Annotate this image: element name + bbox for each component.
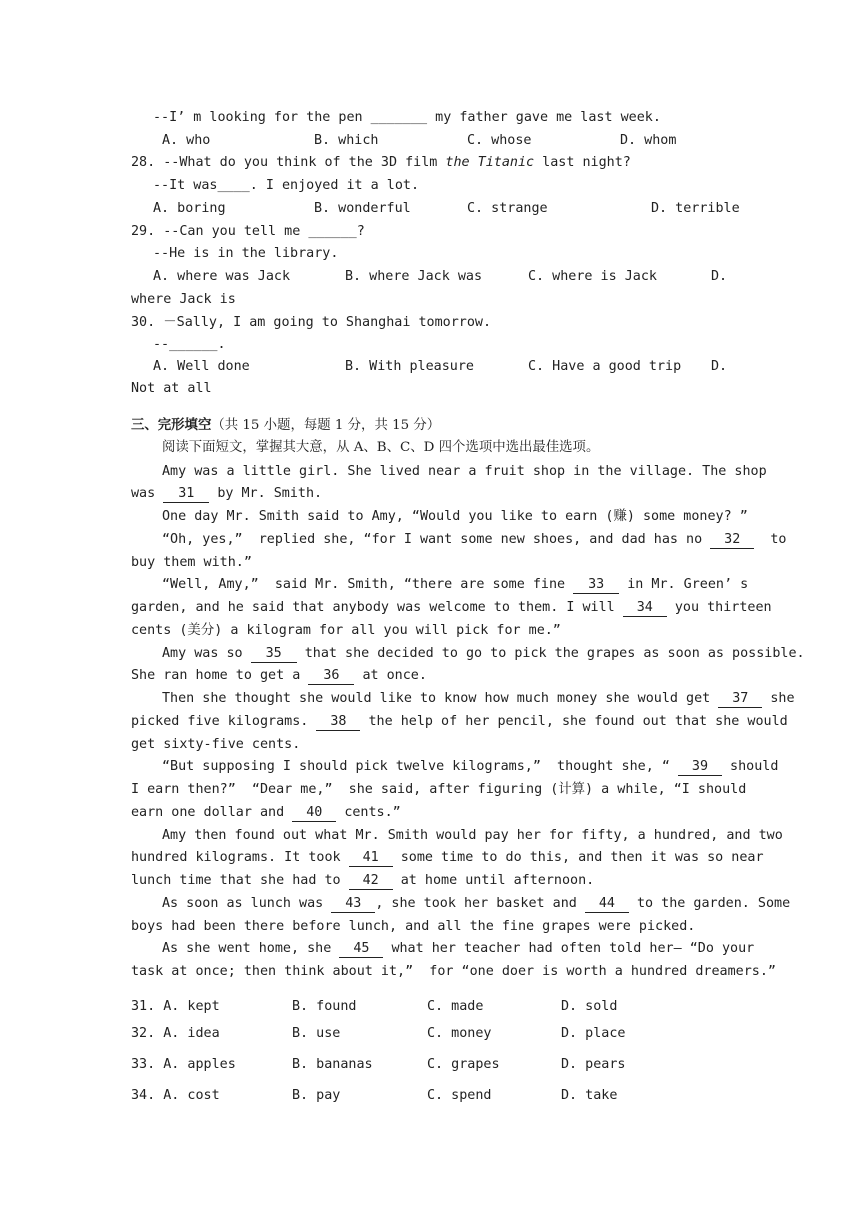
passage-line: Amy was a little girl. She lived near a fruit shop in the village. The shop — [162, 464, 767, 479]
passage-line: Then she thought she would like to know how much money she would get 37 she — [162, 691, 795, 706]
q32-option-b: B. use — [292, 1026, 341, 1041]
passage-line: “Well, Amy,” said Mr. Smith, “there are some fine 33 in Mr. Green’ s — [162, 577, 749, 592]
blank-33: 33 — [573, 576, 619, 594]
q34-option-a: 34. A. cost — [131, 1088, 220, 1103]
q32-option-d: D. place — [561, 1026, 626, 1041]
q28-option-a: A. boring — [153, 201, 226, 216]
q28-option-b: B. wonderful — [314, 201, 411, 216]
q32-option-a: 32. A. idea — [131, 1026, 220, 1041]
passage-line: was 31 by Mr. Smith. — [131, 486, 323, 501]
q34-option-b: B. pay — [292, 1088, 341, 1103]
q29-option-b: B. where Jack was — [345, 269, 483, 284]
passage-line: “Oh, yes,” replied she, “for I want some new shoes, and dad has no 32 to — [162, 532, 787, 547]
passage-line: As soon as lunch was 43 , she took her basket and 44 to the garden. Some — [162, 896, 791, 911]
section-title: 三、完形填空 — [131, 417, 212, 433]
q31-option-b: B. found — [292, 999, 357, 1014]
passage-line: get sixty-five cents. — [131, 737, 301, 752]
passage-line: lunch time that she had to 42 at home until afternoon. — [131, 873, 595, 888]
q30-option-a: A. Well done — [153, 359, 250, 374]
blank-36: 36 — [308, 667, 354, 685]
section-heading — [131, 415, 440, 436]
q34-option-c: C. spend — [427, 1088, 492, 1103]
q30-option-d: D. — [711, 359, 728, 374]
q28-stem: 28. --What do you think of the 3D film the Titanic last night? — [131, 155, 631, 170]
passage-line: “But supposing I should pick twelve kilograms,” thought she, “ 39 should — [162, 759, 779, 774]
passage-line: Amy then found out what Mr. Smith would pay her for fifty, a hundred, and two — [162, 828, 783, 843]
q33-option-d: D. pears — [561, 1057, 626, 1072]
q29-answer: --He is in the library. — [153, 246, 339, 261]
q33-option-a: 33. A. apples — [131, 1057, 236, 1072]
blank-43: 43 — [331, 895, 375, 913]
q30-answer: --______. — [153, 337, 226, 352]
q27-option-d: D. whom — [620, 133, 677, 148]
blank-31: 31 — [163, 485, 209, 503]
q31-option-d: D. sold — [561, 999, 618, 1014]
passage-line: hundred kilograms. It took 41 some time to do this, and then it was so near — [131, 850, 764, 865]
q29-option-d-text: where Jack is — [131, 292, 236, 307]
blank-34: 34 — [623, 599, 667, 617]
q28-answer: --It was____. I enjoyed it a lot. — [153, 178, 420, 193]
section-points: （共 15 小题，每题 1 分，共 15 分） — [211, 418, 441, 433]
blank-38: 38 — [316, 713, 360, 731]
blank-35: 35 — [251, 645, 297, 663]
q33-option-b: B. bananas — [292, 1057, 373, 1072]
q31-option-a: 31. A. kept — [131, 999, 220, 1014]
film-title: the Titanic — [445, 155, 535, 170]
blank-39: 39 — [678, 758, 722, 776]
passage-line: cents (美分) a kilogram for all you will pick for me.” — [131, 623, 561, 638]
passage-line: boys had been there before lunch, and all the fine grapes were picked. — [131, 919, 696, 934]
passage-line: task at once; then think about it,” for “one doer is worth a hundred dreamers.” — [131, 964, 776, 979]
passage-line: garden, and he said that anybody was welcome to them. I will 34 you thirteen — [131, 600, 772, 615]
q29-option-a: A. where was Jack — [153, 269, 291, 284]
passage-line: As she went home, she 45 what her teacher had often told her— “Do your — [162, 941, 755, 956]
blank-40: 40 — [292, 804, 336, 822]
q29-option-c: C. where is Jack — [528, 269, 657, 284]
q30-option-b: B. With pleasure — [345, 359, 474, 374]
blank-42: 42 — [349, 872, 393, 890]
blank-41: 41 — [349, 849, 393, 867]
q32-option-c: C. money — [427, 1026, 492, 1041]
q30-option-c: C. Have a good trip — [528, 359, 682, 374]
q31-option-c: C. made — [427, 999, 484, 1014]
q29-option-d: D. — [711, 269, 728, 284]
q28-option-c: C. strange — [467, 201, 548, 216]
q30-option-d-text: Not at all — [131, 381, 212, 396]
q30-stem: 30. －Sally, I am going to Shanghai tomorrow. — [131, 315, 492, 330]
section-instruction: 阅读下面短文，掌握其大意，从 A、B、C、D 四个选项中选出最佳选项。 — [162, 440, 600, 455]
blank-37: 37 — [718, 690, 762, 708]
passage-line: Amy was so 35 that she decided to go to pick the grapes as soon as possible. — [162, 646, 805, 661]
q33-option-c: C. grapes — [427, 1057, 500, 1072]
q27-option-a: A. who — [162, 133, 211, 148]
passage-line: One day Mr. Smith said to Amy, “Would you like to earn (赚) some money? ” — [162, 509, 748, 524]
q27-dialog: --I’ m looking for the pen _______ my father gave me last week. — [153, 110, 661, 125]
blank-44: 44 — [585, 895, 629, 913]
q27-option-b: B. which — [314, 133, 379, 148]
passage-line: picked five kilograms. 38 the help of her pencil, she found out that she would — [131, 714, 788, 729]
passage-line: buy them with.” — [131, 555, 252, 570]
passage-line: She ran home to get a 36 at once. — [131, 668, 427, 683]
passage-line: I earn then?” “Dear me,” she said, after figuring (计算) a while, “I should — [131, 782, 747, 797]
blank-45: 45 — [339, 940, 383, 958]
q29-stem: 29. --Can you tell me ______? — [131, 224, 365, 239]
q34-option-d: D. take — [561, 1088, 618, 1103]
passage-line: earn one dollar and 40 cents.” — [131, 805, 401, 820]
q27-option-c: C. whose — [467, 133, 532, 148]
blank-32: 32 — [710, 531, 754, 549]
q28-option-d: D. terrible — [651, 201, 740, 216]
